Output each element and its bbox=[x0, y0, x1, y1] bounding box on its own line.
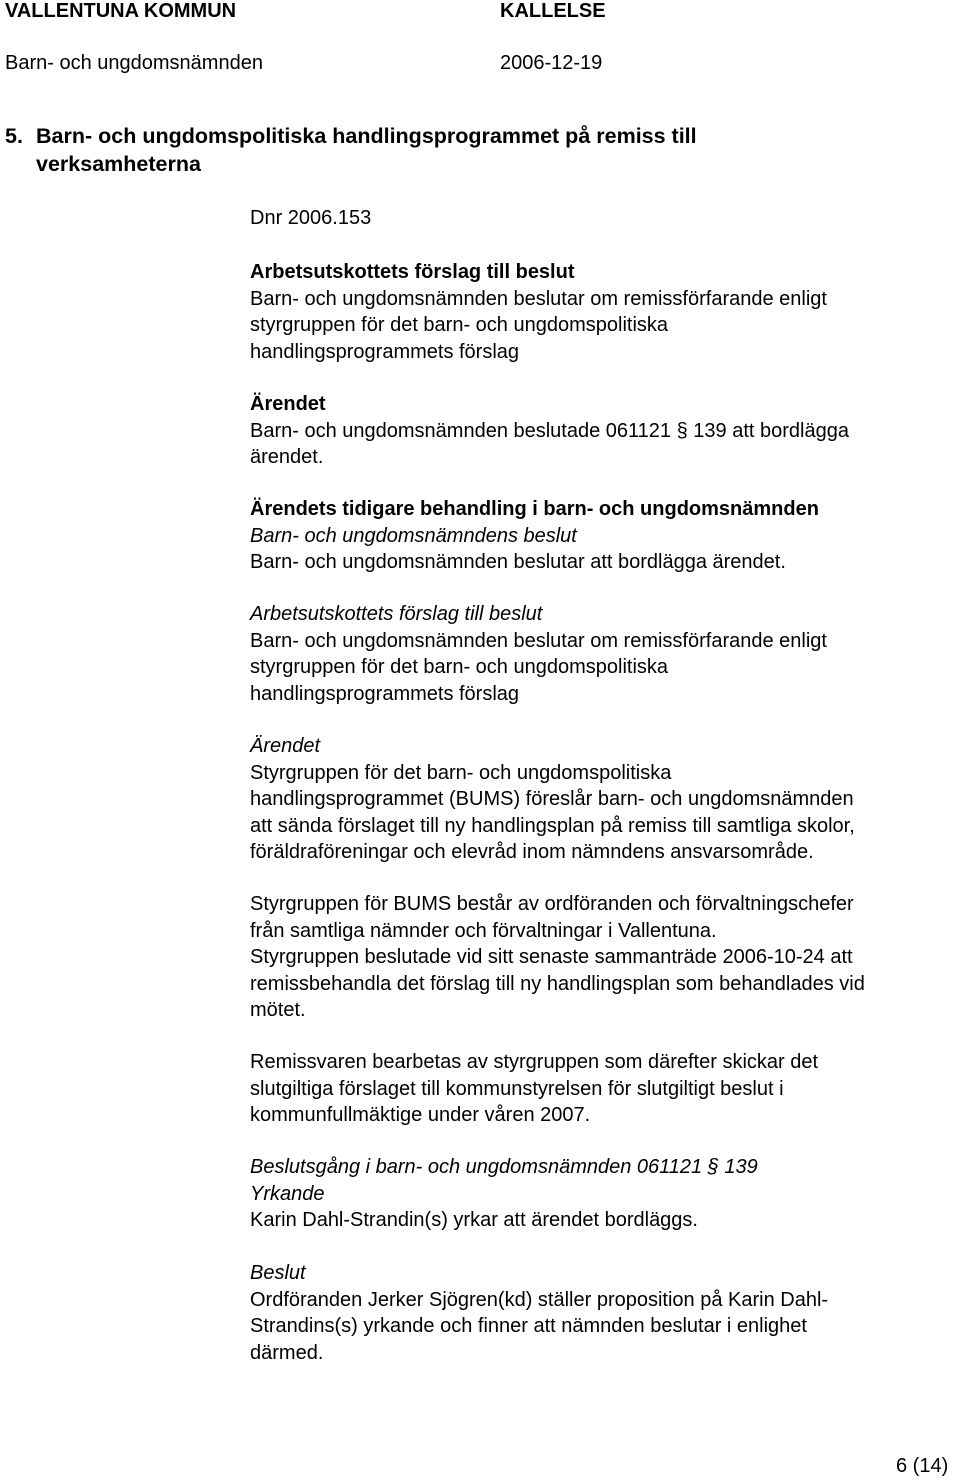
paragraph-line: föräldraföreningar och elevråd inom nämndens ansvarsområde. bbox=[250, 841, 814, 863]
paragraph-line: Remissvaren bearbetas av styrgruppen som därefter skickar det bbox=[250, 1051, 819, 1073]
beslut-section bbox=[250, 1260, 950, 1366]
arendet-section bbox=[250, 391, 950, 471]
header-org: VALLENTUNA KOMMUN bbox=[5, 0, 237, 22]
yrkande-heading: Yrkande bbox=[250, 1182, 325, 1205]
page-number: 6 (14) bbox=[896, 1455, 949, 1477]
header-doc-type: KALLELSE bbox=[500, 0, 606, 22]
paragraph-line: handlingsprogrammets förslag bbox=[250, 682, 520, 705]
paragraph-line: Strandins(s) yrkande och finner att nämnden beslutar i enlighet bbox=[250, 1315, 807, 1337]
paragraph-line: från samtliga nämnder och förvaltningar i Vallentuna. bbox=[250, 919, 717, 942]
paragraph-line: Barn- och ungdomsnämnden beslutar om remissförfarande enligt bbox=[250, 629, 827, 652]
paragraph-line: handlingsprogrammet (BUMS) föreslår barn- och ungdomsnämnden bbox=[250, 788, 854, 810]
arendet-heading: Ärendet bbox=[250, 393, 326, 415]
previous-heading: Ärendets tidigare behandling i barn- och ungdomsnämnden bbox=[250, 498, 819, 520]
paragraph-line: Barn- och ungdomsnämnden beslutar om remissförfarande enligt bbox=[250, 287, 827, 310]
prev-arendet-heading: Ärendet bbox=[250, 735, 321, 757]
au-proposal-heading: Arbetsutskottets förslag till beslut bbox=[250, 261, 575, 283]
previous-section bbox=[250, 496, 950, 576]
paragraph-line: Ordföranden Jerker Sjögren(kd) ställer proposition på Karin Dahl- bbox=[250, 1288, 829, 1311]
decision-process-heading: Beslutsgång i barn- och ungdomsnämnden 061121 § 139 bbox=[250, 1156, 758, 1178]
paragraph-line: mötet. bbox=[250, 999, 306, 1021]
paragraph-line: Styrgruppen för det barn- och ungdomspolitiska bbox=[250, 761, 672, 784]
prev-arendet-section bbox=[250, 733, 950, 866]
header-committee: Barn- och ungdomsnämnden bbox=[5, 52, 263, 74]
bums-paragraph bbox=[250, 891, 950, 1024]
prev-au-heading: Arbetsutskottets förslag till beslut bbox=[250, 603, 543, 625]
paragraph-line: styrgruppen för det barn- och ungdomspolitiska bbox=[250, 656, 669, 678]
paragraph-line: kommunfullmäktige under våren 2007. bbox=[250, 1104, 591, 1126]
item-title bbox=[36, 122, 697, 178]
paragraph-line: Barn- och ungdomsnämnden beslutade 061121 § 139 att bordlägga bbox=[250, 419, 849, 442]
paragraph-line: att sända förslaget till ny handlingsplan på remiss till samtliga skolor, bbox=[250, 814, 855, 837]
paragraph-line: handlingsprogrammets förslag bbox=[250, 340, 520, 363]
paragraph-line: Styrgruppen för BUMS består av ordföranden och förvaltningschefer bbox=[250, 893, 854, 915]
paragraph-line: Styrgruppen beslutade vid sitt senaste sammanträde 2006-10-24 att bbox=[250, 946, 853, 968]
prev-au-section bbox=[250, 601, 950, 707]
paragraph-line: därmed. bbox=[250, 1341, 324, 1364]
paragraph-line: remissbehandla det förslag till ny handlingsplan som behandlades vid bbox=[250, 972, 865, 995]
previous-subheading: Barn- och ungdomsnämndens beslut bbox=[250, 524, 577, 547]
paragraph-line: slutgiltiga förslaget till kommunstyrelsen för slutgiltigt beslut i bbox=[250, 1077, 784, 1100]
beslut-heading: Beslut bbox=[250, 1262, 306, 1284]
paragraph-line: Karin Dahl-Strandin(s) yrkar att ärendet bordläggs. bbox=[250, 1209, 698, 1231]
decision-process-section bbox=[250, 1154, 950, 1234]
item-title-line: verksamheterna bbox=[36, 152, 201, 176]
item-title-line: Barn- och ungdomspolitiska handlingsprogrammet på remiss till bbox=[36, 124, 697, 148]
dnr: Dnr 2006.153 bbox=[250, 207, 372, 229]
header-date: 2006-12-19 bbox=[500, 52, 603, 74]
paragraph-line: Barn- och ungdomsnämnden beslutar att bordlägga ärendet. bbox=[250, 551, 786, 573]
remiss-paragraph bbox=[250, 1049, 950, 1129]
au-proposal-section bbox=[250, 259, 950, 365]
item-number: 5. bbox=[5, 124, 23, 148]
paragraph-line: ärendet. bbox=[250, 446, 324, 468]
paragraph-line: styrgruppen för det barn- och ungdomspolitiska bbox=[250, 314, 669, 336]
